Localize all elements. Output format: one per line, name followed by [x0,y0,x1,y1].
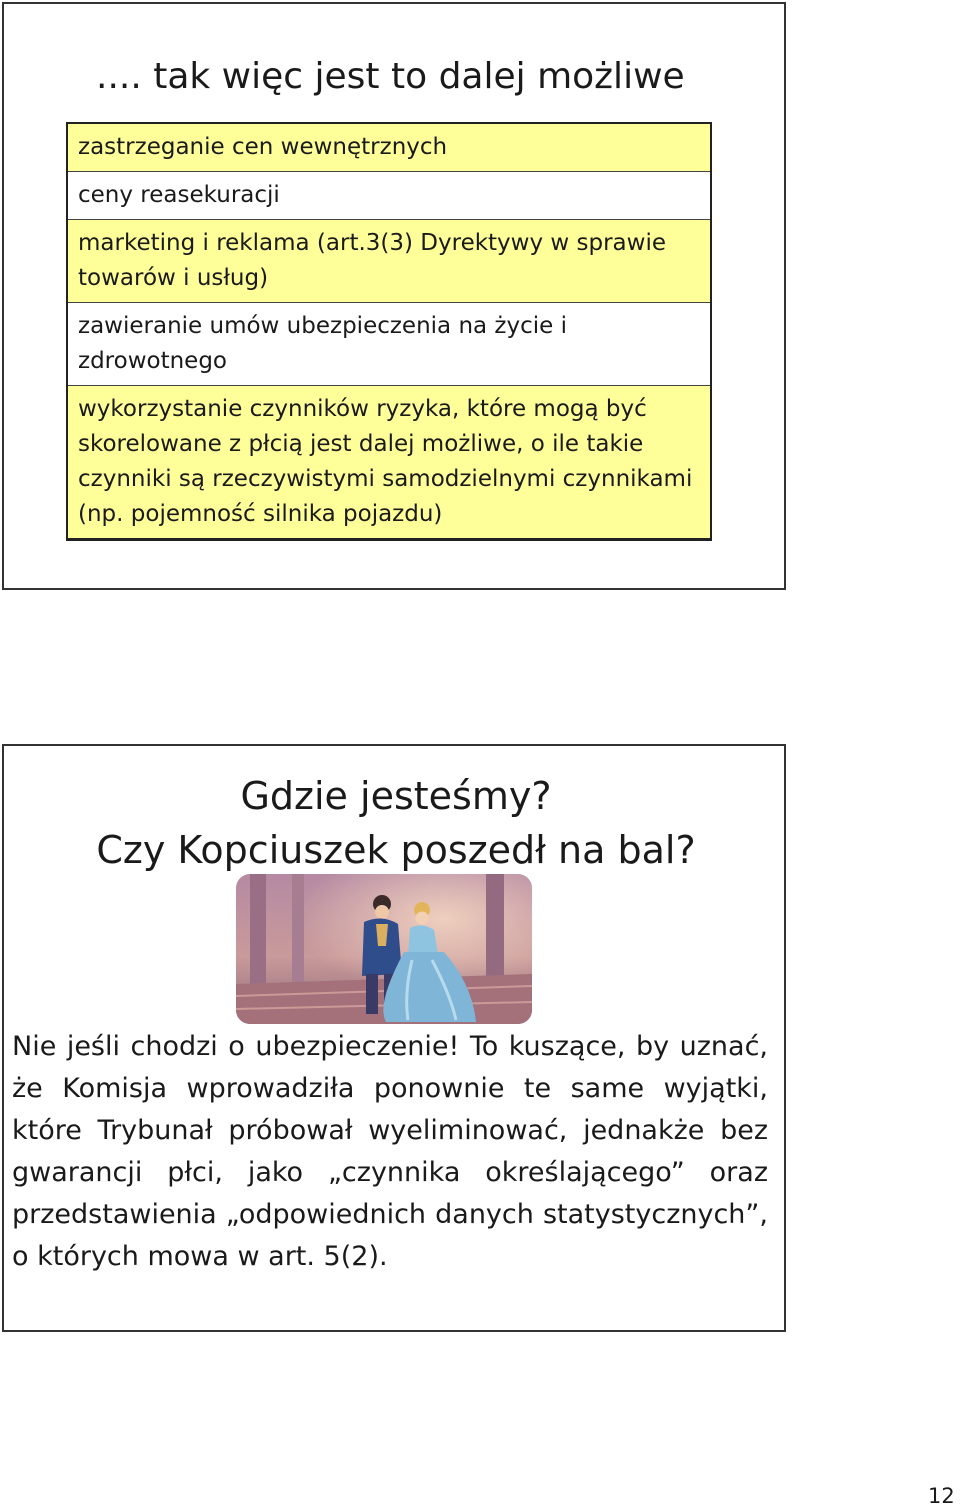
slide-2 [2,744,786,1332]
table-row: zawieranie umów ubezpieczenia na życie i zdrowotnego [68,302,710,385]
slide-1 [2,2,786,590]
exceptions-table [66,122,712,541]
table-row: marketing i reklama (art.3(3) Dyrektywy w sprawie towarów i usług) [68,219,710,302]
cinderella-ballroom-image [236,874,532,1024]
slide-title: .... tak więc jest to dalej możliwe [96,56,685,97]
slide-subtitle: Czy Kopciuszek poszedł na bal? [96,828,696,872]
slide-title: Gdzie jesteśmy? [240,774,552,818]
table-row: wykorzystanie czynników ryzyka, które mogą być skorelowane z płcią jest dalej możliwe, o ile takie czynniki są rzeczywistymi samodzielnymi czynnikami (np. pojemność silnika pojazdu) [68,385,710,538]
table-row: ceny reasekuracji [68,171,710,219]
table-row: zastrzeganie cen wewnętrznych [68,124,710,171]
page-number: 12 [928,1484,955,1508]
body-paragraph: Nie jeśli chodzi o ubezpieczenie! To kuszące, by uznać, że Komisja wprowadziła ponownie te same wyjątki, które Trybunał próbował wyeliminować, jednakże bez gwarancji płci, jako „czynnika określającego” oraz przedstawienia „odpowiednich danych statystycznych”, o których mowa w art. 5(2). [12,1031,768,1272]
